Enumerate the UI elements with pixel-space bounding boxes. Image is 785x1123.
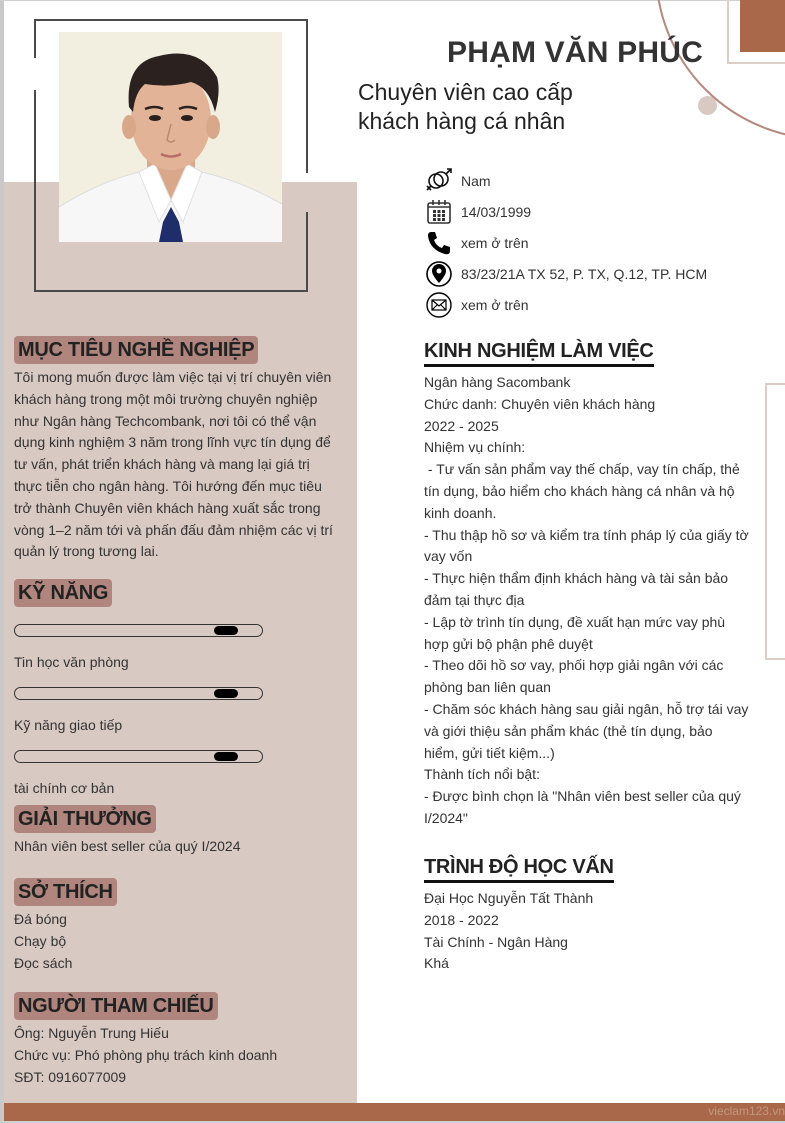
skill-level-knob xyxy=(214,626,238,635)
award-item: Nhân viên best seller của quý I/2024 xyxy=(14,838,241,854)
frame-gap xyxy=(32,58,38,90)
section-education xyxy=(424,855,764,975)
text-line: Nhiệm vụ chính: xyxy=(424,439,526,456)
job-title-line: khách hàng cá nhân xyxy=(358,108,566,134)
footer-bar xyxy=(4,1103,785,1121)
text-line: thực tiễn cho ngân hàng. Tôi hướng đến mục tiêu xyxy=(14,477,322,494)
section-experience xyxy=(424,339,764,830)
decorative-dot xyxy=(698,96,717,115)
section-heading: KINH NGHIỆM LÀM VIỆC xyxy=(424,339,654,367)
calendar-icon xyxy=(425,198,453,226)
text-line: đảm tại thực địa xyxy=(424,591,525,608)
text-line: kinh doanh. xyxy=(424,504,497,521)
text-line: - Thực hiện thẩm định khách hàng và tài sản bảo xyxy=(424,570,729,587)
skill-bar xyxy=(14,687,263,700)
contact-text: xem ở trên xyxy=(461,296,529,313)
email-icon xyxy=(425,291,453,319)
text-line: - Tư vấn sản phẩm vay thế chấp, vay tín chấp, thẻ xyxy=(424,461,740,478)
text-line: I/2024" xyxy=(424,809,468,826)
text-line: - Chăm sóc khách hàng sau giải ngân, hỗ trợ tái vay xyxy=(424,700,749,717)
text-line: - Thu thập hồ sơ và kiểm tra tính pháp lý của giấy tờ xyxy=(424,526,749,543)
text-line: trở thành Chuyên viên khách hàng xuất sắc trong xyxy=(14,499,321,516)
watermark: vieclam123.vn xyxy=(708,1104,785,1118)
text-line: hợp gửi bộ phận phê duyệt xyxy=(424,635,593,652)
job-title-line: Chuyên viên cao cấp xyxy=(358,79,573,105)
period: 2022 - 2025 xyxy=(424,417,499,434)
section-heading: KỸ NĂNG xyxy=(14,579,112,607)
decorative-bracket xyxy=(765,383,785,660)
reference-list xyxy=(14,1023,354,1088)
gender-icon xyxy=(425,167,453,195)
hobby-item: Chạy bộ xyxy=(14,932,67,949)
text-line: - Theo dõi hồ sơ vay, phối hợp giải ngân với các xyxy=(424,657,724,674)
skill-level-knob xyxy=(214,752,238,761)
text-line: hiểm, gửi tiết kiệm...) xyxy=(424,744,555,761)
contact-text: xem ở trên xyxy=(461,234,529,251)
section-heading: TRÌNH ĐỘ HỌC VẤN xyxy=(424,855,614,883)
skill-bar xyxy=(14,750,263,763)
hobby-list xyxy=(14,909,349,974)
section-heading: GIẢI THƯỞNG xyxy=(14,805,156,833)
skill-label: tài chính cơ bản xyxy=(14,780,115,796)
education-details xyxy=(424,888,764,975)
text-line: tư vấn, phát triển khách hàng và mang lại giá trị xyxy=(14,456,310,473)
text-line: và giới thiệu sản phẩm khác (thẻ tín dụng, bảo xyxy=(424,722,713,739)
text-line: vòng 1–2 năm tới và phấn đấu đảm nhiệm các vị trí xyxy=(14,521,333,538)
experience-details xyxy=(424,372,764,830)
location-icon xyxy=(425,260,453,288)
contact-address xyxy=(425,258,707,289)
contact-phone xyxy=(425,227,707,258)
objective-text xyxy=(14,367,349,563)
contact-text: 14/03/1999 xyxy=(461,203,532,220)
decorative-square xyxy=(740,0,785,52)
text-line: quản lý trong tương lai. xyxy=(14,543,159,560)
contact-gender xyxy=(425,165,707,196)
school-name: Đại Học Nguyễn Tất Thành xyxy=(424,890,594,906)
text-line: như Ngân hàng Techcombank, nơi tôi có thể vận xyxy=(14,412,317,429)
section-heading: MỤC TIÊU NGHỀ NGHIỆP xyxy=(14,336,258,364)
profile-photo xyxy=(59,32,282,242)
period: 2018 - 2022 xyxy=(424,911,499,928)
skill-label: Kỹ năng giao tiếp xyxy=(14,717,123,733)
skill-bar xyxy=(14,624,263,637)
hobby-item: Đọc sách xyxy=(14,954,73,971)
section-hobbies xyxy=(14,878,349,974)
text-line: khách hàng trong một môi trường chuyên nghiệp xyxy=(14,390,318,407)
text-line: tín dụng, bảo hiểm cho khách hàng cá nhân và hộ xyxy=(424,482,735,499)
reference-item: SĐT: 0916077009 xyxy=(14,1068,127,1085)
contact-list xyxy=(425,165,707,320)
company-name: Ngân hàng Sacombank xyxy=(424,374,571,390)
text-line: phòng ban liên quan xyxy=(424,679,551,696)
candidate-name: PHẠM VĂN PHÚC xyxy=(447,36,703,69)
section-skills xyxy=(14,579,354,796)
section-references xyxy=(14,992,354,1088)
reference-item: Chức vụ: Phó phòng phụ trách kinh doanh xyxy=(14,1046,278,1063)
phone-icon xyxy=(425,229,453,257)
major: Tài Chính - Ngân Hàng xyxy=(424,933,568,950)
text-line: vay vốn xyxy=(424,548,473,565)
section-heading: SỞ THÍCH xyxy=(14,878,117,906)
text-line: Tôi mong muốn được làm việc tại vị trí chuyên viên xyxy=(14,369,332,385)
text-line: - Lập tờ trình tín dụng, đề xuất hạn mức vay phù xyxy=(424,613,726,630)
text-line: Thành tích nổi bật: xyxy=(424,766,540,783)
text-line: dụng kinh nghiệm 3 năm trong lĩnh vực tín dụng để xyxy=(14,434,331,451)
skill-label: Tin học văn phòng xyxy=(14,654,129,670)
contact-text: Nam xyxy=(461,172,491,189)
text-line: - Được bình chọn là "Nhân viên best seller của quý xyxy=(424,788,741,805)
frame-gap xyxy=(304,182,310,212)
contact-birthday xyxy=(425,196,707,227)
section-objective xyxy=(14,336,349,563)
section-heading: NGƯỜI THAM CHIẾU xyxy=(14,992,218,1020)
job-title xyxy=(358,78,638,136)
hobby-item: Đá bóng xyxy=(14,911,67,927)
grade: Khá xyxy=(424,955,449,972)
section-awards xyxy=(14,805,349,858)
reference-item: Ông: Nguyễn Trung Hiếu xyxy=(14,1025,169,1041)
skill-level-knob xyxy=(214,689,238,698)
position: Chức danh: Chuyên viên khách hàng xyxy=(424,395,656,412)
contact-email xyxy=(425,289,707,320)
contact-text: 83/23/21A TX 52, P. TX, Q.12, TP. HCM xyxy=(461,265,708,282)
